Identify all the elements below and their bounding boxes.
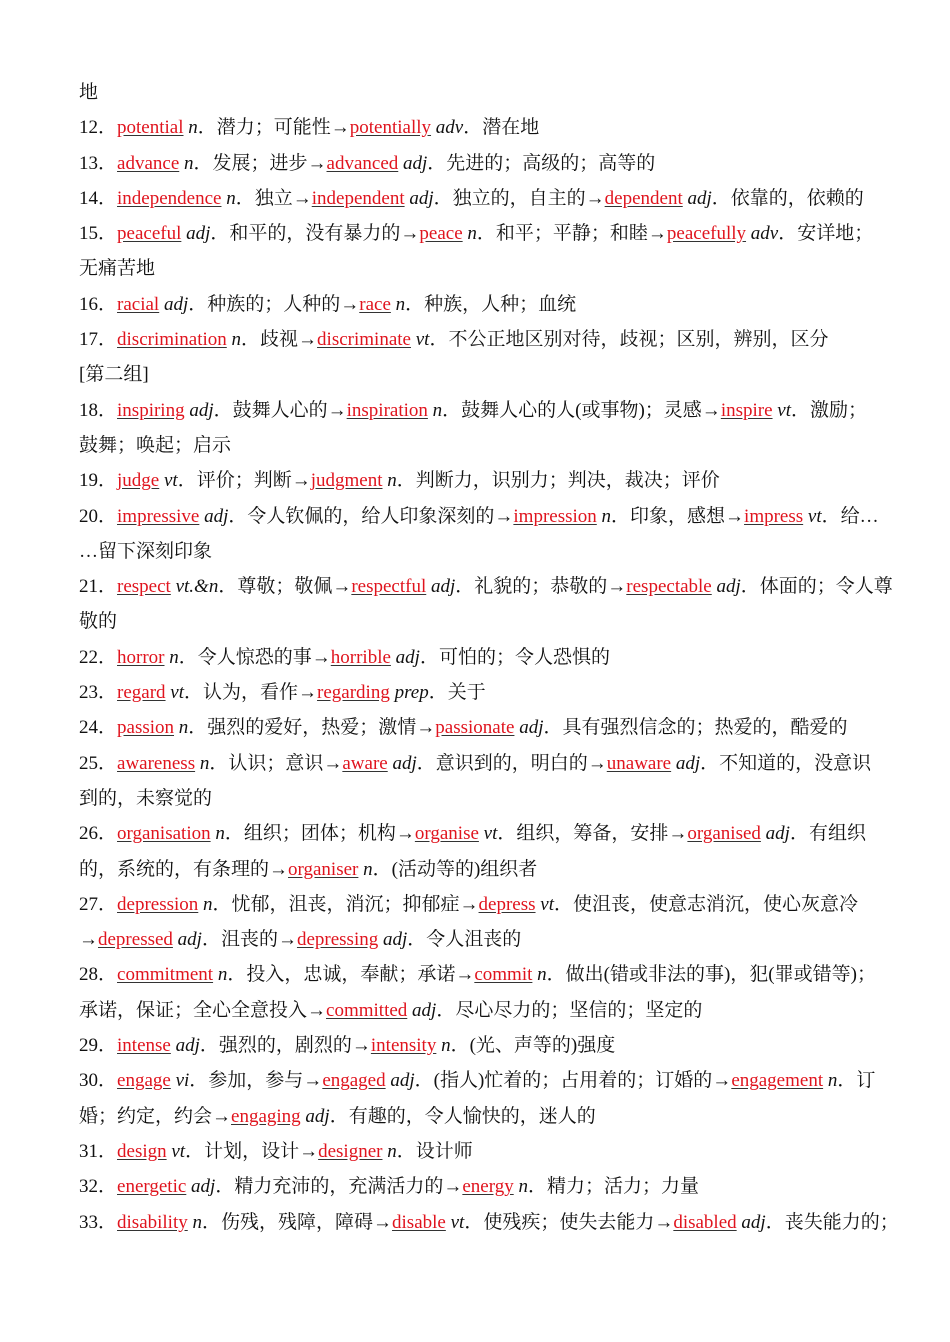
definition-text: ．做出(错或非法的事)，犯(罪或错等)； [546,964,876,986]
definition-text: ．有趣的，令人愉快的，迷人的 [329,1105,596,1127]
definition-text: ．不知道的，没意识 [700,752,872,774]
text-line [79,1138,879,1173]
vocab-word: engage [117,1070,171,1092]
definition-text: ．独立的，自主的→ [433,187,605,209]
definition-text: 25． [79,752,118,774]
definition-text: ．潜力；可能性→ [197,117,350,139]
vocab-word: impression [513,505,597,527]
text-line [79,185,879,220]
part-of-speech: n [179,152,194,174]
definition-text: ．潜在地 [463,117,540,139]
definition-text: ．忧郁，沮丧，消沉；抑郁症→ [212,893,479,915]
vocab-word: peaceful [117,223,182,245]
definition-text: 27． [79,893,118,915]
part-of-speech: adj [426,576,456,598]
part-of-speech: n [823,1070,838,1092]
definition-text: 22． [79,646,118,668]
vocab-word: horror [117,646,165,668]
definition-text: 18． [79,399,118,421]
definition-text: ．令人钦佩的，给人印象深刻的→ [228,505,514,527]
vocab-word: energetic [117,1176,187,1198]
vocab-word: racial [117,293,160,315]
definition-text: 敬的 [79,611,118,633]
text-line [79,291,879,326]
text-line [79,79,879,114]
definition-text: ．(活动等的)组织者 [372,858,538,880]
part-of-speech: adj [159,293,189,315]
vocab-word: respect [117,576,171,598]
part-of-speech: adj [390,646,420,668]
part-of-speech: adj [736,1211,766,1233]
definition-text: 31． [79,1140,118,1162]
part-of-speech: adj [682,187,712,209]
definition-text: 的，系统的，有条理的→ [79,858,289,880]
part-of-speech: vt [166,1140,186,1162]
vocab-word: independence [117,187,222,209]
definition-text: ．计划，设计→ [185,1140,319,1162]
text-line [79,1173,879,1208]
vocab-word: organiser [288,858,359,880]
definition-text: 12． [79,117,118,139]
definition-text: ．订 [837,1070,876,1092]
vocab-word: race [359,293,391,315]
definition-text: ．沮丧的→ [201,929,297,951]
part-of-speech: prep [389,682,429,704]
part-of-speech: n [427,399,443,421]
definition-text: ．不公正地区别对待，歧视；区别，辨别，区分 [429,329,829,351]
text-line [79,150,879,185]
definition-text: 15． [79,223,118,245]
definition-text: ．组织，筹备，安排→ [497,823,688,845]
vocab-word: commitment [117,964,214,986]
vocab-word: passion [117,717,175,739]
part-of-speech: adv [746,223,779,245]
part-of-speech: adj [760,823,790,845]
definition-text: 19． [79,470,118,492]
vocab-word: potential [117,117,184,139]
text-line [79,326,879,361]
vocab-word: independent [311,187,405,209]
vocab-word: regard [117,682,166,704]
text-line [79,538,879,573]
definition-text: 17． [79,329,118,351]
part-of-speech: n [195,752,210,774]
definition-text: ．评价；判断→ [177,470,311,492]
part-of-speech: vt [159,470,178,492]
definition-text: ．丧失能力的； [765,1211,899,1233]
vocab-word: dependent [604,187,683,209]
part-of-speech: vi [170,1070,190,1092]
vocab-word: committed [326,999,408,1021]
vocab-word: inspire [720,399,773,421]
definition-text: ．依靠的，依赖的 [711,187,864,209]
definition-text: [第二组] [79,364,149,386]
part-of-speech: adj [404,187,434,209]
text-line [79,679,879,714]
definition-text: ．发展；进步→ [193,152,327,174]
part-of-speech: adj [378,929,408,951]
part-of-speech: vt [165,682,185,704]
definition-text: ．尽心尽力的；坚信的；坚定的 [436,999,703,1021]
vocab-word: organisation [117,823,211,845]
definition-text: 14． [79,187,118,209]
text-line [79,397,879,432]
text-line [79,1103,879,1138]
part-of-speech: n [462,223,477,245]
vocabulary-document [79,79,899,1244]
definition-text: ．(指人)忙着的；占用着的；订婚的→ [414,1070,732,1092]
part-of-speech: n [210,823,225,845]
part-of-speech: n [358,858,373,880]
definition-text: ．种族，人种；血统 [405,293,577,315]
definition-text: ．歧视→ [241,329,318,351]
vocab-word: peacefully [666,223,747,245]
vocab-word: aware [342,752,388,774]
definition-text: ．组织；团体；机构→ [224,823,415,845]
part-of-speech: adj [199,505,229,527]
part-of-speech: n [164,646,179,668]
definition-text: ．强烈的，剧烈的→ [199,1035,371,1057]
vocab-word: advanced [326,152,399,174]
definition-text: ．礼貌的；恭敬的→ [455,576,627,598]
part-of-speech: n [226,329,242,351]
vocab-word: judgment [310,470,383,492]
part-of-speech: n [532,964,547,986]
text-line [79,467,879,502]
part-of-speech: adj [407,999,437,1021]
vocab-word: depressed [98,929,173,951]
part-of-speech: n [198,893,213,915]
vocab-word: passionate [435,717,515,739]
definition-text: 到的，未察觉的 [79,787,213,809]
vocab-word: organised [687,823,761,845]
definition-text: ．令人惊恐的事→ [178,646,331,668]
vocab-word: design [117,1140,167,1162]
definition-text: ．参加，参与→ [189,1070,323,1092]
definition-text: ．判断力，识别力；判决，裁决；评价 [396,470,720,492]
definition-text: 24． [79,717,118,739]
vocab-word: depress [478,893,536,915]
definition-text: ．认为，看作→ [184,682,318,704]
vocab-word: designer [318,1140,383,1162]
vocab-word: advance [117,152,180,174]
definition-text: ．令人沮丧的 [407,929,522,951]
definition-text: 29． [79,1035,118,1057]
part-of-speech: adj [300,1105,330,1127]
text-line [79,114,879,149]
definition-text: ．意识到的，明白的→ [416,752,607,774]
definition-text: ．体面的；令人尊 [740,576,893,598]
vocab-word: potentially [349,117,432,139]
text-line [79,891,879,926]
text-line [79,1209,899,1244]
text-line [79,961,879,996]
vocab-word: regarding [317,682,390,704]
vocab-word: discrimination [117,329,227,351]
text-line [79,220,879,255]
definition-text: ．种族的；人种的→ [188,293,360,315]
definition-text: 23． [79,682,118,704]
definition-text: ．认识；意识→ [209,752,343,774]
part-of-speech: adj [711,576,741,598]
vocab-word: inspiration [346,399,428,421]
part-of-speech: adj [671,752,701,774]
part-of-speech: n [390,293,406,315]
definition-text: ．强烈的爱好，热爱；激情→ [188,717,436,739]
vocab-word: impress [744,505,804,527]
vocab-word: engaged [322,1070,386,1092]
part-of-speech: adj [398,152,428,174]
definition-text: ．和平；平静；和睦→ [476,223,667,245]
part-of-speech: n [187,1211,202,1233]
part-of-speech: adj [170,1035,200,1057]
definition-text: 28． [79,964,118,986]
text-line [79,997,879,1032]
definition-text: 20． [79,505,118,527]
part-of-speech: adj [172,929,202,951]
part-of-speech: n [183,117,198,139]
vocab-word: judge [117,470,160,492]
text-line [79,573,893,608]
text-line [79,1067,879,1102]
definition-text: ．使残疾；使失去能力→ [464,1211,674,1233]
definition-text: 32． [79,1176,118,1198]
vocab-word: disabled [673,1211,737,1233]
definition-text: ．独立→ [235,187,312,209]
part-of-speech: adj [387,752,417,774]
part-of-speech: adj [184,399,214,421]
definition-text: 33． [79,1211,118,1233]
definition-text: → [79,929,98,951]
part-of-speech: adj [514,717,544,739]
definition-text: ．安详地； [778,223,874,245]
definition-text: 婚；约定，约会→ [79,1105,232,1127]
part-of-speech: n [382,470,397,492]
part-of-speech: n [436,1035,451,1057]
definition-text: 16． [79,293,118,315]
vocab-word: intense [117,1035,171,1057]
part-of-speech: n [221,187,236,209]
definition-text: 13． [79,152,118,174]
definition-text: ．和平的，没有暴力的→ [210,223,420,245]
text-line [79,714,879,749]
text-line [79,820,879,855]
text-line [79,785,879,820]
text-line [79,644,879,679]
definition-text: 21． [79,576,118,598]
vocab-word: engaging [231,1105,301,1127]
text-line [79,856,879,891]
definition-text: ．使沮丧，使意志消沉，使心灰意冷 [554,893,859,915]
definition-text: ．鼓舞人心的人(或事物)；灵感→ [442,399,721,421]
vocab-word: disable [392,1211,446,1233]
definition-text: ．设计师 [396,1140,473,1162]
vocab-word: discriminate [317,329,411,351]
part-of-speech: n [213,964,228,986]
part-of-speech: vt [478,823,498,845]
definition-text: ．精力充沛的，充满活力的→ [215,1176,463,1198]
text-line [79,503,879,538]
vocab-word: intensity [370,1035,437,1057]
definition-text: ．鼓舞人心的→ [213,399,347,421]
part-of-speech: n [382,1140,397,1162]
definition-text: 无痛苦地 [79,258,156,280]
vocab-word: respectable [626,576,712,598]
text-line [79,750,879,785]
part-of-speech: adj [186,1176,216,1198]
vocab-word: organise [414,823,479,845]
definition-text: ．先进的；高级的；高等的 [427,152,656,174]
definition-text: 26． [79,823,118,845]
text-line [79,1032,879,1067]
vocab-word: awareness [117,752,196,774]
definition-text: 承诺，保证；全心全意投入→ [79,999,327,1021]
definition-text: ．激励； [791,399,868,421]
definition-text: ．精力；活力；力量 [527,1176,699,1198]
definition-text: ．具有强烈信念的；热爱的，酷爱的 [543,717,848,739]
vocab-word: depression [117,893,199,915]
definition-text: …留下深刻印象 [79,540,213,562]
part-of-speech: vt [772,399,791,421]
text-line [79,432,879,467]
part-of-speech: adj [385,1070,415,1092]
definition-text: ．有组织 [789,823,866,845]
text-line [79,361,879,396]
part-of-speech: vt.&n [170,576,219,598]
part-of-speech: vt [445,1211,465,1233]
part-of-speech: n [513,1176,528,1198]
definition-text: ．可怕的；令人恐惧的 [419,646,610,668]
part-of-speech: vt [535,893,554,915]
vocab-word: commit [474,964,533,986]
vocab-word: respectful [351,576,427,598]
part-of-speech: adv [431,117,464,139]
definition-text: 30． [79,1070,118,1092]
definition-text: ．关于 [428,682,486,704]
part-of-speech: adj [181,223,211,245]
vocab-word: impressive [117,505,200,527]
definition-text: 鼓舞；唤起；启示 [79,434,232,456]
vocab-word: engagement [731,1070,824,1092]
text-line [79,926,879,961]
part-of-speech: n [174,717,189,739]
definition-text: ．投入，忠诚，奉献；承诺→ [227,964,475,986]
definition-text: 地 [79,82,99,103]
vocab-word: peace [419,223,463,245]
text-line [79,608,879,643]
vocab-word: energy [462,1176,514,1198]
definition-text: ．印象，感想→ [611,505,745,527]
definition-text: ．(光、声等的)强度 [450,1035,616,1057]
part-of-speech: vt [410,329,430,351]
definition-text: ．尊敬；敬佩→ [218,576,352,598]
vocab-word: unaware [606,752,672,774]
vocab-word: disability [117,1211,188,1233]
part-of-speech: n [596,505,612,527]
vocab-word: horrible [330,646,391,668]
definition-text: ．伤残，残障，障碍→ [202,1211,393,1233]
definition-text: ．给… [821,505,879,527]
vocab-word: depressing [296,929,379,951]
vocab-word: inspiring [117,399,185,421]
part-of-speech: vt [803,505,822,527]
text-line [79,255,879,290]
